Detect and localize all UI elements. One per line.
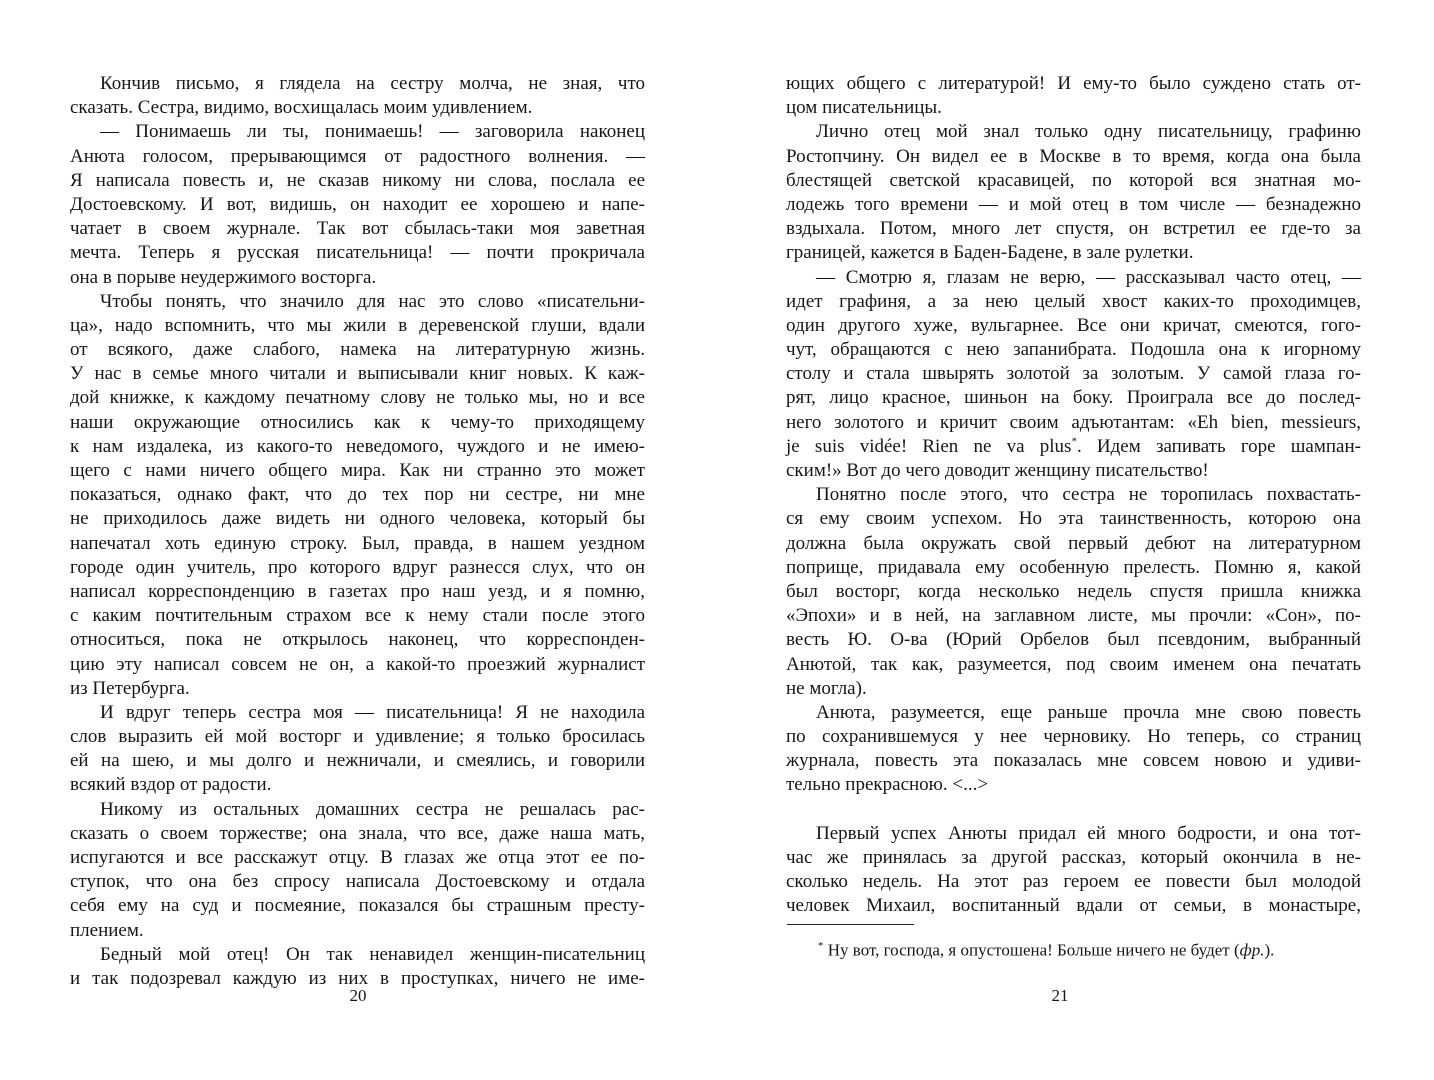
text-line: ца», надо вспомнить, что мы жили в деревенской глуши, вдали (70, 314, 645, 336)
text-line: границей, кажется в Баден-Бадене, в зале рулетки. (786, 242, 1194, 264)
text-line: человек Михаил, воспитанный вдали от семьи, в монастыре, (786, 895, 1361, 917)
text-line: ей на шею, и мы долго и нежничали, и смеялись, и говорили (70, 750, 645, 772)
text-line: чатает в своем журнале. Так вот сбылась-таки моя заветная (70, 218, 645, 240)
left-page-text (70, 72, 645, 991)
text-line: и так подозревал каждую из них в проступках, ничего не име- (70, 967, 645, 989)
text-line: журнала, повесть эта показалась мне совсем новою и удиви- (786, 750, 1361, 772)
text-line: она в порыве неудержимого восторга. (70, 266, 377, 288)
text-line: от всякого, даже слабого, намека на литературную жизнь. (70, 339, 645, 361)
text-line: У нас в семье много читали и выписывали книг новых. К кaж- (70, 363, 645, 385)
right-page-text (786, 72, 1361, 919)
text-line: дой книжке, к каждому печатному слову не только мы, но и все (70, 387, 645, 409)
text-line: ся ему своим успехом. Но эта таинственность, которою она (786, 508, 1361, 530)
text-line: напечатал хоть единую строку. Был, правда, в нашем уездном (70, 532, 645, 554)
footnote-mark: * (818, 940, 824, 952)
text-line: Никому из остальных домашних сестра не решалась рас- (100, 798, 645, 820)
footnote-tail: ). (1264, 940, 1275, 960)
text-line: Первый успех Анюты придал ей много бодрости, и она тот- (816, 822, 1361, 844)
text-line: ским!» Вот до чего доводит женщину писательство! (786, 460, 1209, 481)
text-line: относиться, пока не открылось наконец, что корреспонден- (70, 629, 645, 651)
footnote-reference: * (1071, 435, 1077, 448)
text-line: Ростопчину. Он видел ее в Москве в то время, когда она была (786, 145, 1361, 167)
text-line: И вдруг теперь сестра моя — писательница! Я не находила (100, 701, 645, 723)
text-line: Понятно после этого, что сестра не торопилась похвастать- (816, 484, 1361, 506)
text-line: Лично отец мой знал только одну писательницу, графиню (816, 121, 1361, 143)
text-line: — Понимаешь ли ты, понимаешь! — заговорила наконец (100, 121, 645, 143)
text-line: идет графиня, а за нею целый хвост каких-то проходимцев, (786, 290, 1361, 312)
text-line: Анюта, разумеется, еще раньше прочла мне свою повесть (816, 701, 1361, 723)
text-line: час же принялась за другой рассказ, который окончила в не- (786, 847, 1361, 868)
text-line: мечта. Теперь я русская писательница! — почти прокричала (70, 242, 645, 264)
text-line (786, 798, 1361, 822)
text-line: тельно прекрасною. <...> (786, 774, 989, 796)
text-line: сколько недель. На этот раз героем ее повести был молодой (786, 871, 1361, 893)
footnote-italic: фр. (1239, 940, 1265, 960)
text-line: сказать о своем торжестве; она знала, что все, даже наша мать, (70, 822, 645, 844)
text-line: вздыхала. Потом, много лет спустя, он встретил ее где-то за (786, 218, 1361, 240)
text-line: поприще, придавала ему особенную прелесть. Помню я, какой (786, 556, 1361, 578)
right-page (717, 0, 1434, 1080)
text-line: плением. (70, 919, 144, 941)
text-line: чут, обращаются с нею запанибрата. Подошла она к игорному (786, 339, 1361, 361)
text-line: Анютой, так как, разумеется, под своим именем она печатать (786, 653, 1361, 675)
text-line: Я написала повесть и, не сказав никому ни слова, послала ее (70, 169, 645, 191)
text-line: цом писательницы. (786, 97, 942, 119)
text-line: городе один учитель, про которого вдруг разнесся слух, что он (70, 556, 645, 578)
text-line: не приходилось даже видеть ни одного человека, который бы (70, 508, 645, 530)
text-line: цию эту написал совсем не он, а какой-то проезжий журналист (70, 653, 645, 675)
text-line: «Эпохи» и в ней, на заглавном листе, мы прочли: «Сон», по- (786, 605, 1361, 627)
text-line: лодежь того времени — и мой отец в том числе — безнадежно (786, 193, 1361, 215)
text-line: испугаются и все расскажут отцу. В глазах же отца этот ее по- (70, 847, 645, 868)
text-line: Достоевскому. И вот, видишь, он находит ее хорошею и напе- (70, 193, 645, 215)
footnote-text: Ну вот, господа, я опустошена! Больше ничего не будет ( (823, 940, 1240, 960)
text-line: весть Ю. О-ва (Юрий Орбелов был псевдоним, выбранный (786, 629, 1361, 651)
footnote (818, 940, 1274, 961)
text-line: блестящей светской красавицей, по которой вся знатная мо- (786, 169, 1361, 191)
text-line: всякий вздор от радости. (70, 774, 272, 796)
text-line: je suis vidée! Rien ne va plus*. Идем запивать горе шампан- (786, 435, 1361, 457)
text-line: с каким почтительным страхом все к нему стали после этого (70, 605, 645, 627)
text-line: Бедный мой отец! Он так ненавидел женщин-писательниц (100, 943, 645, 965)
text-line: написал корреспонденцию в газетах про наш уезд, и я помню, (70, 580, 645, 602)
page-number-right: 21 (1051, 986, 1069, 1005)
text-line: должна была окружать свой первый дебют на литературном (786, 532, 1361, 554)
text-line: был восторг, когда несколько недель спустя пришла книжка (786, 580, 1361, 602)
text-line: Анюта голосом, прерывающимся от радостного волнения. — (70, 145, 645, 167)
text-line: него золотого и кричит своим адъютантам: «Eh bien, messieurs, (786, 411, 1361, 433)
text-line: один другого хуже, вульгарнее. Все они кричат, смеются, гого- (786, 314, 1361, 336)
text-line: Чтобы понять, что значило для нас это слово «писательни- (100, 290, 645, 312)
text-line: не могла). (786, 677, 867, 699)
text-line: ющих общего с литературой! И ему-то было суждено стать от- (786, 73, 1361, 94)
text-line: из Петербурга. (70, 677, 190, 699)
text-line: себя ему на суд и посмеяние, показался бы страшным престу- (70, 895, 645, 917)
text-line: — Смотрю я, глазам не верю, — рассказывал часто отец, — (816, 266, 1361, 288)
text-line: слов выразить ей мой восторг и удивление; я только бросилась (70, 726, 645, 748)
text-line: рят, лицо красное, шиньон на боку. Проиграла все до послед- (786, 387, 1361, 409)
text-line: Кончив письмо, я глядела на сестру молча, не зная, что (100, 73, 645, 94)
text-line: по сохранившемуся у нее черновику. Но теперь, со страниц (786, 726, 1361, 748)
text-line: щего с нами ничего общего мира. Как ни странно это может (70, 460, 645, 481)
text-line: показаться, однако факт, что до тех пор ни сестре, ни мне (70, 484, 645, 506)
page-number-left: 20 (349, 986, 367, 1005)
footnote-rule (787, 924, 914, 925)
text-line: сказать. Сестра, видимо, восхищалась моим удивлением. (70, 97, 533, 119)
text-line: столу и стала швырять золотой за золотым. У самой глаза го- (786, 363, 1361, 385)
text-line: наши окружающие относились как к чему-то приходящему (70, 411, 645, 433)
text-line: ступок, что она без спросу написала Достоевскому и отдала (70, 871, 645, 893)
text-line: к нам издалека, из какого-то неведомого, чуждого и не имею- (70, 435, 645, 457)
